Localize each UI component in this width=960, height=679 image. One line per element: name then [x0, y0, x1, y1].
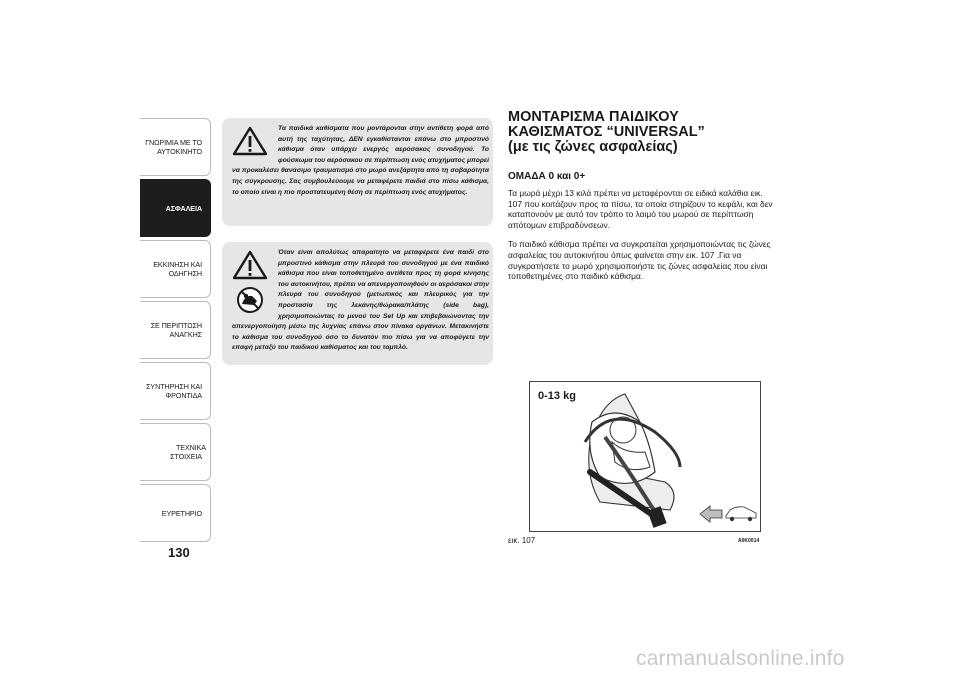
watermark: carmanualsonline.info [636, 647, 845, 670]
tab-label: ΣΥΝΤΗΡΗΣΗ ΚΑΙ [146, 382, 202, 391]
tab-label: ΓΝΩΡΙΜΙΑ ΜΕ ΤΟ [145, 138, 202, 147]
figure-weight-label: 0-13 kg [538, 390, 576, 402]
tab-starting-driving[interactable] [140, 240, 211, 298]
warning-triangle-icon [232, 250, 268, 280]
tab-index[interactable] [140, 484, 211, 542]
section-universal-child-seat [508, 110, 778, 290]
warning-triangle-icon [232, 126, 268, 156]
tab-label: ΕΥΡΕΤΗΡΙΟ [161, 508, 202, 518]
warning-text: Όταν είναι απολύτως απαραίτητο να μεταφέρετε ένα παιδί στο μπροστινό κάθισμα στην πλευρά του συνοδηγού με ένα παιδικό κάθισμα που είναι τοποθετημένο αντίθετα προς τη φορά κίνησης του αυτοκινήτου, πρέπει να απενεργοποιηθούν οι αερόσακοι στην πλευρά του συνοδηγού (μετωπικός και πλευρικός για την προστασία της λεκάνης/θώρακα/πλάτης (side bag), χρησιμοποιώντας το μενού του Set Up και επιβεβαιώνοντας την απενεργοποίηση μέσω της λυχνίας επάνω στον πίνακα οργάνων. Μετακινήστε το κάθισμα του συνοδηγού όσο το δυνατόν πιο πίσω για να αποφύγετε την επαφή μεταξύ του παιδικού καθίσματος και του ταμπλό. [232, 249, 489, 352]
figure-code: A0K0014 [738, 538, 760, 544]
warning-box-airbag [222, 118, 493, 226]
section-title [508, 110, 778, 155]
warning-icons [232, 250, 268, 320]
section-title-line: ΜΟΝΤΑΡΙΣΜΑ ΠΑΙΔΙΚΟΥ [508, 109, 679, 125]
child-seat-illustration [530, 382, 760, 531]
page-number: 130 [168, 545, 190, 560]
group-subtitle: ΟΜΑΔΑ 0 και 0+ [508, 171, 586, 182]
figure-caption: εικ. 107 [508, 536, 536, 545]
airbag-child-seat-prohibited-icon [232, 285, 268, 315]
tab-label: ΑΝΑΓΚΗΣ [169, 330, 202, 339]
tab-label: ΑΣΦΑΛΕΙΑ [165, 203, 202, 213]
tab-label: ΦΡΟΝΤΙΔΑ [165, 391, 202, 400]
tab-technical-data[interactable] [140, 423, 211, 481]
figure-107 [529, 381, 761, 532]
tab-label: ΤΕΧΝΙΚΑ ΣΤΟΙΧΕΙΑ [170, 443, 206, 461]
warning-box-deactivate-airbag [222, 242, 493, 365]
warning-text: Τα παιδικά καθίσματα που μοντάρονται στην αντίθετη φορά από αυτή της ταχύτητας, ΔΕΝ εγκαθίστανται επάνω στο μπροστινό κάθισμα όταν υπάρχει ενεργός αερόσακος συνοδηγού. Το φούσκωμα του αερόσακου σε περίπτωση ενός ατυχήματος μπορεί να προκαλέσει θανάσιμο τραυματισμό στο μωρό ανεξάρτητα από τη σοβαρότητα της σύγκρουσης. Σας συμβουλεύουμε να μεταφέρετε παιδιά στο πίσω κάθισμα, το οποίο είναι η πιο προστατευμένη θέση σε περίπτωση ενός ατυχήματος. [232, 125, 489, 196]
tab-label: ΕΚΚΙΝΗΣΗ ΚΑΙ [153, 260, 202, 269]
tab-maintenance[interactable] [140, 362, 211, 420]
tab-emergency[interactable] [140, 301, 211, 359]
tab-label: ΣΕ ΠΕΡΙΠΤΩΣΗ [150, 321, 202, 330]
section-title-line: ΚΑΘΙΣΜΑΤΟΣ “UNIVERSAL” [508, 124, 705, 140]
paragraph: Το παιδικό κάθισμα πρέπει να συγκρατείται χρησιμοποιώντας τις ζώνες ασφαλείας του αυτοκινήτου όπως φαίνεται στην εικ. 107 .Για να συγκρατήσετε το μωρό χρησιμοποιήστε τις ζώνες ασφαλείας που είναι τοποθετημένες στο παιδικό κάθισμα. [508, 239, 771, 282]
tab-safety[interactable] [140, 179, 211, 237]
tab-getting-to-know[interactable] [140, 118, 211, 176]
section-title-line: (με τις ζώνες ασφαλείας) [508, 139, 678, 155]
tab-label: ΟΔΗΓΗΣΗ [168, 269, 202, 278]
paragraph: Τα μωρά μέχρι 13 κιλά πρέπει να μεταφέρονται σε ειδικά καλάθια εικ. 107 που κοιτάζουν προς τα πίσω, τα οποία στηρίζουν το κεφάλι, και δεν καταπονούν με αυτό τον τρόπο το λαιμό του μωρού σε περίπτωση απότομων επιβραδύνσεων. [508, 188, 773, 231]
tab-label: ΑΥΤΟΚΙΝΗΤΟ [157, 147, 202, 156]
